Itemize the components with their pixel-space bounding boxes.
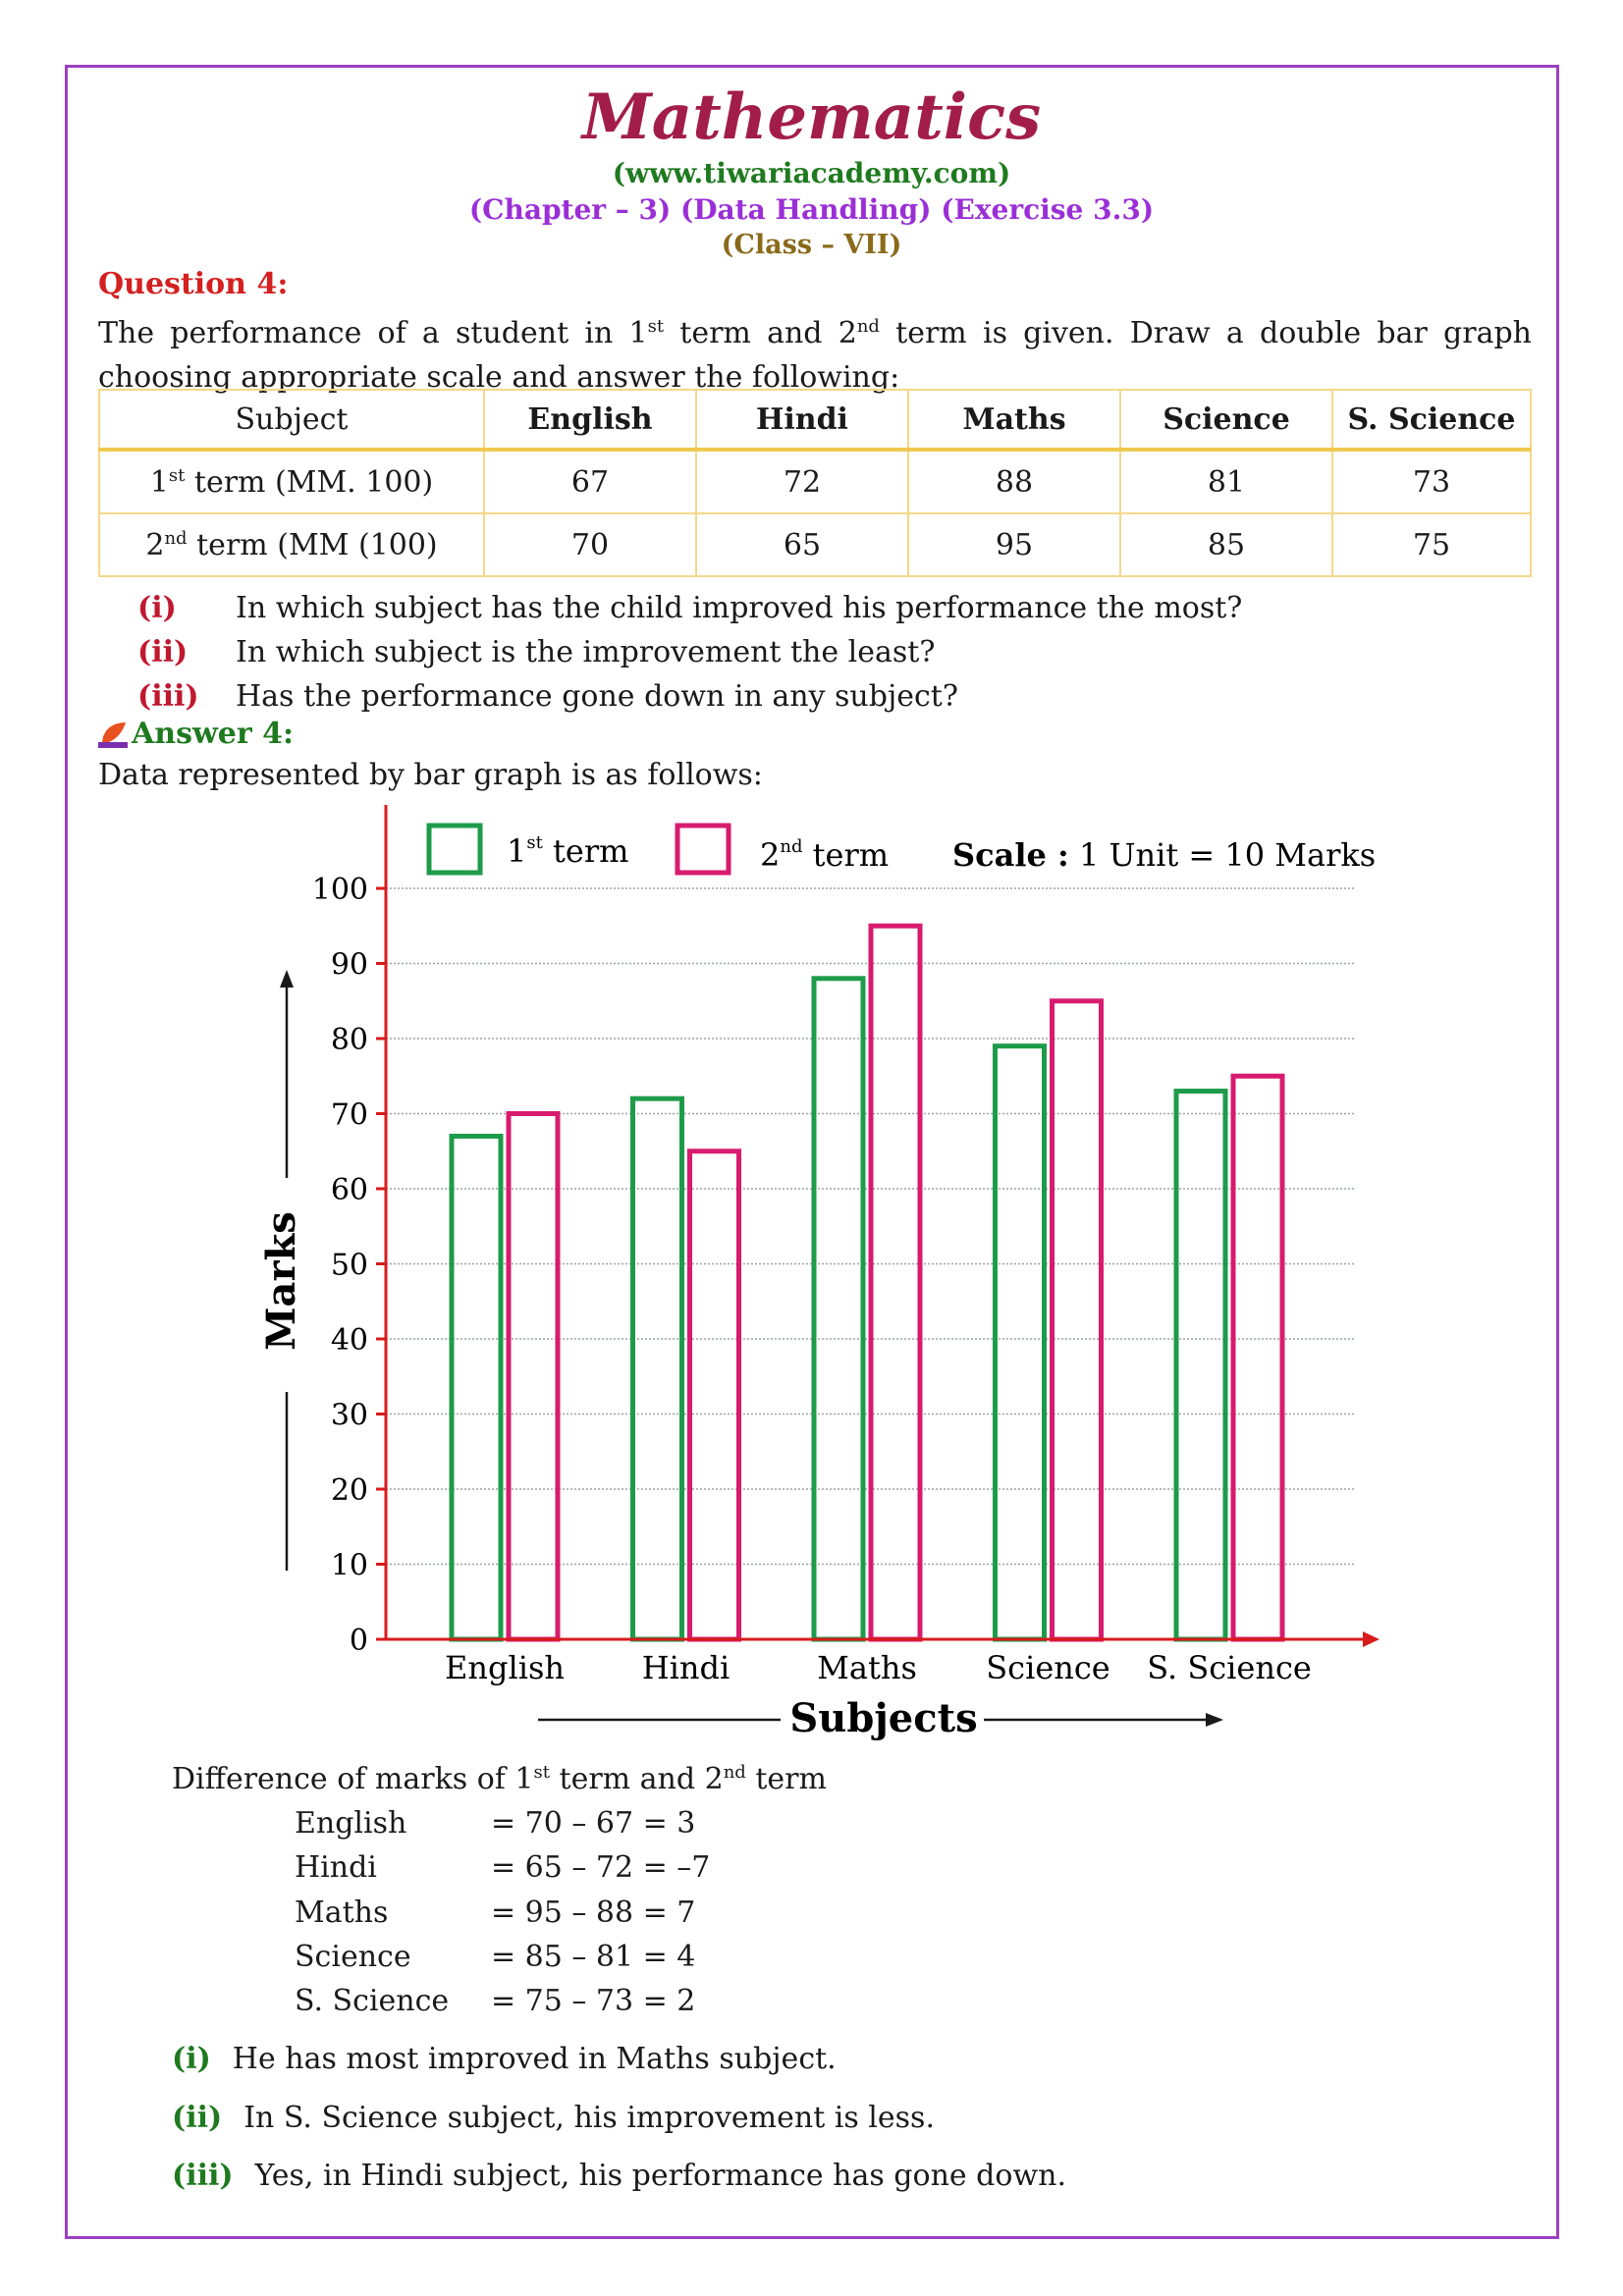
difference-row-hindi: Hindi = 65 – 72 = –7 <box>295 1850 711 1885</box>
table-cell: 67 <box>484 450 696 513</box>
chapter-info: (Chapter – 3) (Data Handling) (Exercise 3.3) <box>468 193 1155 226</box>
subpart-ii: (ii) In which subject is the improvement the least? <box>137 635 936 669</box>
row-label-first-term: 1st term (MM. 100) <box>99 450 484 513</box>
table-cell: 95 <box>908 513 1120 576</box>
row-label-second-term: 2nd term (MM (100) <box>99 513 484 576</box>
table-header-hindi: Hindi <box>696 390 908 450</box>
table-cell: 88 <box>908 450 1120 513</box>
question-heading: Question 4: <box>98 267 289 301</box>
y-arrow-head <box>280 970 294 988</box>
y-tick-label: 40 <box>330 1323 368 1358</box>
difference-heading: Difference of marks of 1st term and 2nd term <box>172 1762 827 1796</box>
subpart-i: (i) In which subject has the child improved his performance the most? <box>137 591 1243 625</box>
y-tick-label: 20 <box>330 1473 368 1508</box>
difference-row-maths: Maths = 95 – 88 = 7 <box>295 1896 696 1930</box>
chart-legend <box>429 826 1376 874</box>
y-tick-label: 50 <box>330 1248 368 1283</box>
table-cell: 72 <box>696 450 908 513</box>
table-header-maths: Maths <box>908 390 1120 450</box>
class-info: (Class – VII) <box>721 230 902 260</box>
x-axis-label: Subjects <box>789 1695 978 1741</box>
answer-intro: Data represented by bar graph is as follows: <box>98 758 763 792</box>
y-tick-label: 90 <box>330 947 368 983</box>
y-tick-label: 100 <box>311 873 368 907</box>
table-cell: 85 <box>1120 513 1332 576</box>
y-tick-label: 80 <box>330 1023 368 1057</box>
chart-scale-label: Scale : 1 Unit = 10 Marks <box>952 836 1377 874</box>
leaf-logo-icon <box>98 721 128 748</box>
y-tick-label: 70 <box>330 1097 368 1133</box>
legend-label-second-term: 2nd term <box>760 836 890 874</box>
bar-second-term <box>871 926 920 1639</box>
page-title: Mathematics <box>581 80 1042 154</box>
table-cell: 75 <box>1332 513 1531 576</box>
answer-ii: (ii) In S. Science subject, his improvement is less. <box>172 2101 935 2135</box>
chart-axes <box>280 805 1380 1727</box>
answer-i: (i) He has most improved in Maths subject. <box>172 2042 837 2076</box>
bar-first-term <box>1176 1092 1225 1639</box>
table-header-row <box>99 390 1531 450</box>
table-header-english: English <box>484 390 696 450</box>
x-tick-label: S. Science <box>1147 1649 1312 1686</box>
question-text: The performance of a student in 1st term and 2nd term is given. Draw a double bar graph choosing appropriate scale and answer the following: <box>98 316 1532 395</box>
legend-label-first-term: 1st term <box>507 832 629 870</box>
y-tick-label: 60 <box>330 1173 368 1207</box>
bar-second-term <box>1233 1076 1282 1639</box>
subpart-iii: (iii) Has the performance gone down in any subject? <box>137 679 958 714</box>
x-tick-label: Maths <box>817 1649 917 1686</box>
x-axis-arrow <box>1363 1631 1380 1647</box>
table-cell: 81 <box>1120 450 1332 513</box>
x-tick-label: Hindi <box>641 1649 730 1686</box>
table-cell: 70 <box>484 513 696 576</box>
bar-second-term <box>690 1151 739 1639</box>
y-axis-label: Marks <box>258 1211 304 1351</box>
bar-first-term <box>996 1046 1045 1639</box>
double-bar-chart <box>245 805 1404 1757</box>
table-cell: 65 <box>696 513 908 576</box>
legend-swatch-first-term <box>429 826 480 873</box>
y-tick-label: 0 <box>349 1624 368 1658</box>
y-tick-label: 10 <box>330 1548 368 1583</box>
bar-first-term <box>633 1098 682 1639</box>
x-arrow-head <box>1206 1713 1223 1727</box>
bar-second-term <box>1053 1001 1102 1639</box>
bar-second-term <box>509 1114 558 1640</box>
table-header-subject: Subject <box>99 390 484 450</box>
y-tick-label: 30 <box>330 1398 368 1433</box>
table-row <box>99 450 1531 513</box>
difference-row-science: Science = 85 – 81 = 4 <box>295 1940 696 1974</box>
table-cell: 73 <box>1332 450 1531 513</box>
table-header-science: Science <box>1120 390 1332 450</box>
difference-row-english: English = 70 – 67 = 3 <box>295 1806 696 1841</box>
table-header-s-science: S. Science <box>1332 390 1531 450</box>
answer-iii: (iii) Yes, in Hindi subject, his performance has gone down. <box>172 2159 1066 2193</box>
difference-row-s-science: S. Science = 75 – 73 = 2 <box>295 1984 696 2018</box>
bar-first-term <box>814 979 863 1639</box>
x-tick-label: Science <box>986 1649 1110 1686</box>
chart-bars <box>452 926 1282 1639</box>
marks-table <box>98 389 1532 577</box>
table-row <box>99 513 1531 576</box>
site-url[interactable]: (www.tiwariacademy.com) <box>612 157 1011 189</box>
legend-swatch-second-term <box>677 826 729 873</box>
answer-heading: Answer 4: <box>132 717 295 751</box>
x-tick-label: English <box>445 1649 565 1686</box>
